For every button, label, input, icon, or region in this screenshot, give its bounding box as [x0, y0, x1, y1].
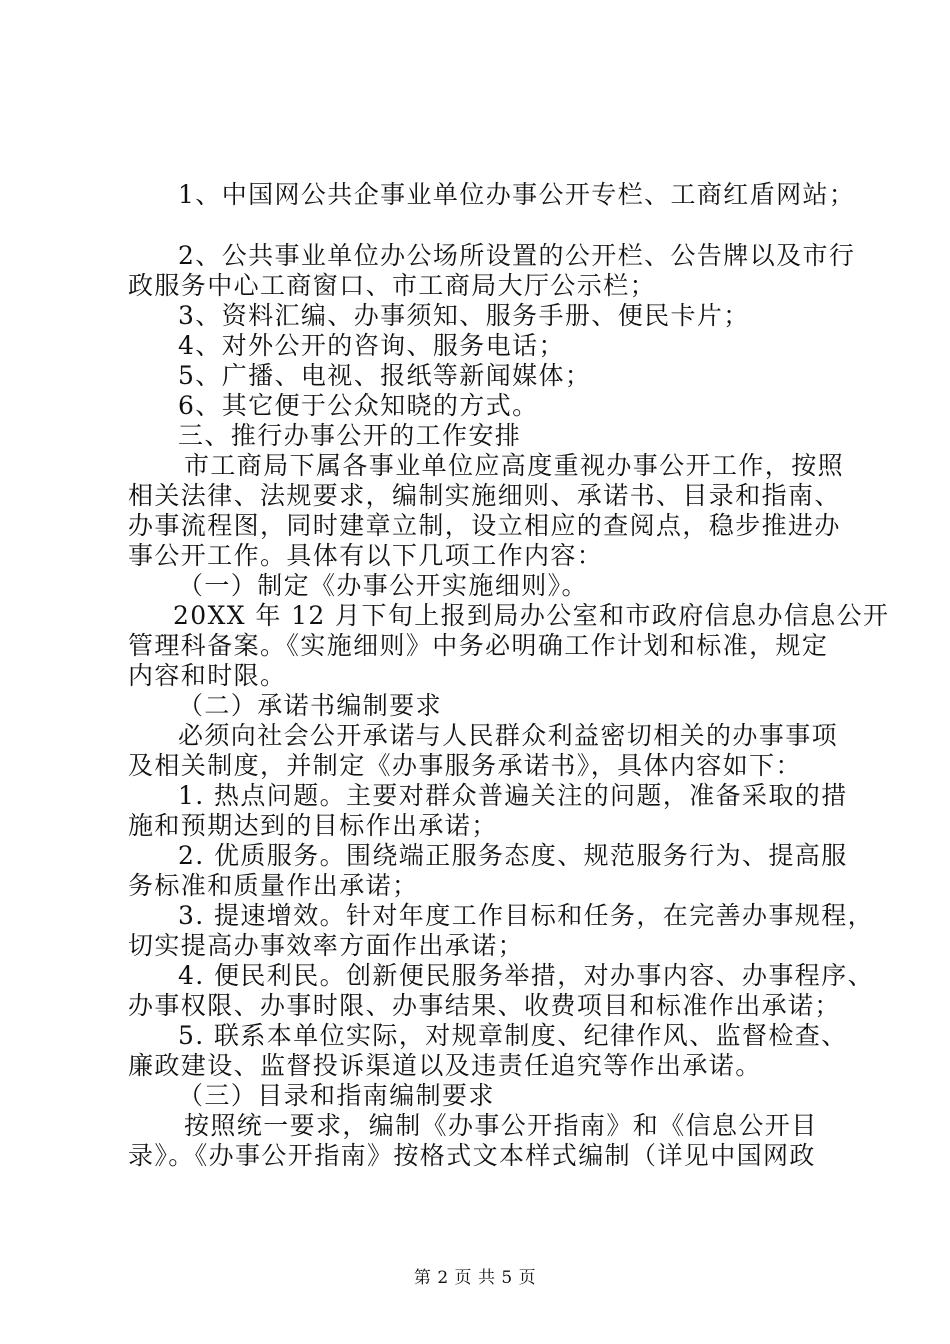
commitment-item-5: 5. 联系本单位实际，对规章制度、纪律作风、监督检查、 [178, 1021, 848, 1050]
paragraph-line: 按照统一要求，编制《办事公开指南》和《信息公开目 [184, 1111, 818, 1140]
list-item-2: 2、公共事业单位办公场所设置的公开栏、公告牌以及市行 [178, 241, 856, 270]
list-item-1: 1、中国网公共企事业单位办事公开专栏、工商红盾网站； [178, 180, 856, 209]
paragraph-line: 录》。《办事公开指南》按格式文本样式编制（详见中国网政 [128, 1141, 816, 1170]
subsection-heading-3: （三）目录和指南编制要求 [178, 1081, 495, 1110]
list-item-3: 3、资料汇编、办事须知、服务手册、便民卡片； [178, 301, 750, 330]
paragraph-line: 及相关制度，并制定《办事服务承诺书》，具体内容如下： [128, 751, 802, 780]
commitment-item-5-cont: 廉政建设、监督投诉渠道以及违责任追究等作出承诺。 [128, 1051, 762, 1080]
list-item-6: 6、其它便于公众知晓的方式。 [178, 391, 539, 420]
commitment-item-4-cont: 办事权限、办事时限、办事结果、收费项目和标准作出承诺； [128, 991, 841, 1020]
list-item-2-cont: 政服务中心工商窗口、市工商局大厅公示栏； [128, 271, 657, 300]
list-item-4: 4、对外公开的咨询、服务电话； [178, 331, 565, 360]
subsection-heading-1: （一）制定《办事公开实施细则》。 [178, 571, 588, 600]
commitment-item-1-cont: 施和预期达到的目标作出承诺； [128, 811, 498, 840]
section-heading-3: 三、推行办事公开的工作安排 [178, 421, 522, 450]
list-item-5: 5、广播、电视、报纸等新闻媒体； [178, 361, 592, 390]
subsection-heading-2: （二）承诺书编制要求 [178, 691, 443, 720]
paragraph-line: 20XX 年 12 月下旬上报到局办公室和市政府信息办信息公开 [173, 601, 890, 630]
page-number-footer: 第 2 页 共 5 页 [413, 1268, 537, 1288]
paragraph-line: 内容和时限。 [128, 661, 287, 690]
paragraph-line: 相关法律、法规要求，编制实施细则、承诺书、目录和指南、 [128, 481, 841, 510]
commitment-item-2: 2. 优质服务。围绕端正服务态度、规范服务行为、提高服 [178, 841, 848, 870]
paragraph-line: 事公开工作。具体有以下几项工作内容： [128, 541, 604, 570]
commitment-item-4: 4. 便民利民。创新便民服务举措，对办事内容、办事程序、 [178, 961, 875, 990]
paragraph-line: 必须向社会公开承诺与人民群众利益密切相关的办事事项 [178, 721, 839, 750]
commitment-item-1: 1. 热点问题。主要对群众普遍关注的问题，准备采取的措 [178, 781, 848, 810]
paragraph-line: 办事流程图，同时建章立制，设立相应的查阅点，稳步推进办 [128, 511, 841, 540]
paragraph-line: 市工商局下属各事业单位应高度重视办事公开工作，按照 [184, 451, 845, 480]
paragraph-line: 管理科备案。《实施细则》中务必明确工作计划和标准，规定 [128, 631, 829, 660]
commitment-item-3-cont: 切实提高办事效率方面作出承诺； [128, 931, 525, 960]
commitment-item-3: 3. 提速增效。针对年度工作目标和任务，在完善办事规程， [178, 901, 875, 930]
commitment-item-2-cont: 务标准和质量作出承诺； [128, 871, 419, 900]
